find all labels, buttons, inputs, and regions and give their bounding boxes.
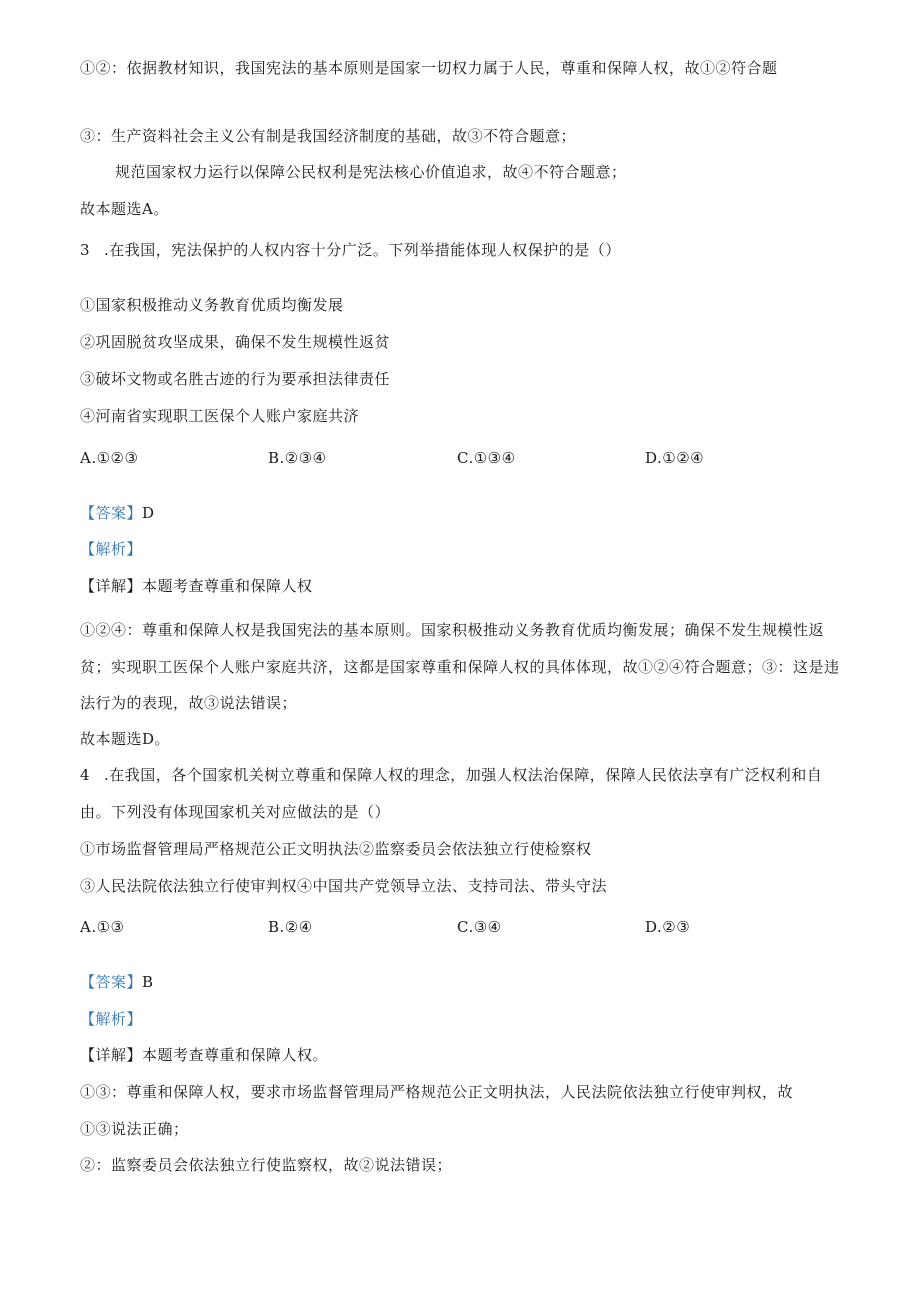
- text-line: 规范国家权力运行以保障公民权利是宪法核心价值追求，故④不符合题意；: [115, 163, 627, 181]
- list-item: ①国家积极推动义务教育优质均衡发展: [80, 296, 344, 314]
- list-item: ①市场监督管理局严格规范公正文明执法②监察委员会依法独立行使检察权: [80, 840, 592, 858]
- question-3-stem: [80, 240, 621, 260]
- text-line: ①②：依据教材知识，我国宪法的基本原则是国家一切权力属于人民，尊重和保障人权，故①②符合题: [80, 59, 778, 77]
- question-text: .在我国，各个国家机关树立尊重和保障人权的理念，加强人权法治保障，保障人民依法享有广泛权利和自: [104, 766, 823, 784]
- analysis-tag: 【解析】: [80, 540, 143, 558]
- analysis-tag: 【解析】: [80, 1010, 143, 1028]
- detail-title: 本题考查尊重和保障人权: [142, 577, 313, 595]
- option-a: A.①③: [80, 918, 125, 936]
- detail-tag: 【详解】: [80, 577, 143, 595]
- detail-title: 本题考查尊重和保障人权。: [142, 1046, 329, 1064]
- text-line: ③：生产资料社会主义公有制是我国经济制度的基础，故③不符合题意；: [80, 127, 577, 145]
- answer-line: [80, 972, 154, 992]
- explanation-line: ①②④：尊重和保障人权是我国宪法的基本原则。国家积极推动义务教育优质均衡发展；确保不发生规模性返: [80, 621, 825, 639]
- answer-line: [80, 503, 155, 523]
- answer-value: D: [142, 504, 155, 522]
- question-text-cont: 由。下列没有体现国家机关对应做法的是（）: [80, 803, 391, 821]
- answer-tag: 【答案】: [80, 973, 143, 991]
- list-item: ③破坏文物或名胜古迹的行为要承担法律责任: [80, 370, 391, 388]
- answer-value: B: [142, 973, 154, 991]
- detail-line: [80, 576, 313, 596]
- question-4-stem: [80, 765, 822, 785]
- explanation-line: ①③：尊重和保障人权，要求市场监督管理局严格规范公正文明执法，人民法院依法独立行使审判权，故: [80, 1083, 794, 1101]
- option-b: B.②③④: [268, 449, 327, 467]
- question-number: 4: [80, 766, 91, 784]
- explanation-line: 贫；实现职工医保个人账户家庭共济，这都是国家尊重和保障人权的具体体现，故①②④符合题意；③：这是违: [80, 658, 840, 676]
- list-item: ④河南省实现职工医保个人账户家庭共济: [80, 407, 360, 425]
- explanation-line: 法行为的表现，故③说法错误；: [80, 694, 298, 712]
- option-a: A.①②③: [80, 449, 139, 467]
- list-item: ②巩固脱贫攻坚成果，确保不发生规模性返贫: [80, 333, 391, 351]
- option-c: C.①③④: [457, 449, 516, 467]
- question-text: .在我国，宪法保护的人权内容十分广泛。下列举措能体现人权保护的是（）: [104, 241, 621, 259]
- detail-line: [80, 1045, 328, 1065]
- conclusion-line: 故本题选D。: [80, 730, 171, 748]
- option-d: D.②③: [645, 918, 691, 936]
- explanation-line: ②：监察委员会依法独立行使监察权，故②说法错误；: [80, 1156, 453, 1174]
- explanation-line: ①③说法正确；: [80, 1120, 189, 1138]
- text-line: 故本题选A。: [80, 200, 169, 218]
- option-b: B.②④: [268, 918, 313, 936]
- option-c: C.③④: [457, 918, 502, 936]
- option-d: D.①②④: [645, 449, 705, 467]
- answer-tag: 【答案】: [80, 504, 143, 522]
- question-number: 3: [80, 241, 91, 259]
- list-item: ③人民法院依法独立行使审判权④中国共产党领导立法、支持司法、带头守法: [80, 877, 608, 895]
- detail-tag: 【详解】: [80, 1046, 143, 1064]
